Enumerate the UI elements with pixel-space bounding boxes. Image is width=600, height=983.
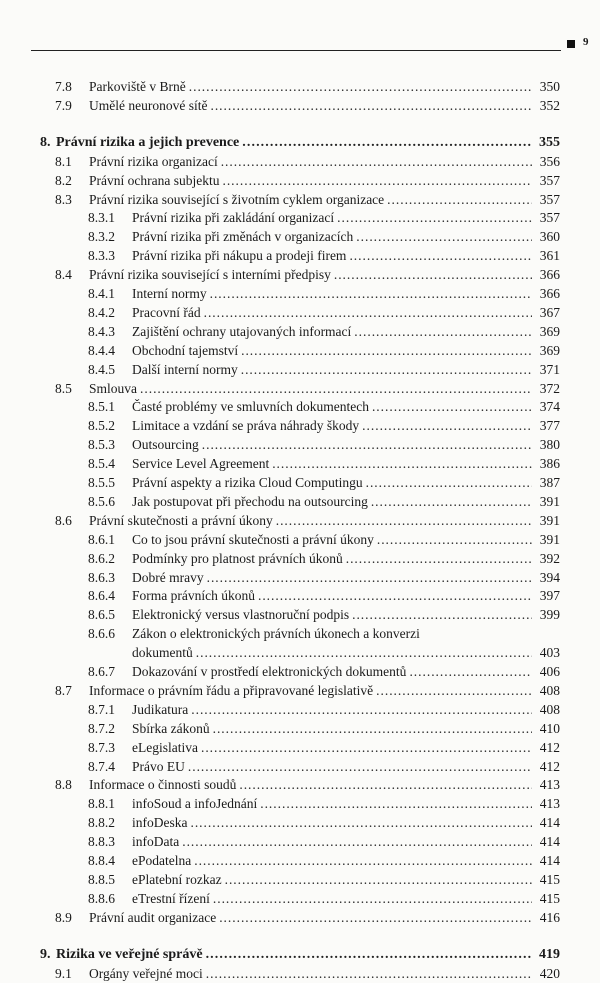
page-number: 9 [583, 36, 589, 48]
toc-entry-number: 7.9 [55, 97, 72, 113]
toc-entry-title-line [132, 870, 536, 889]
toc-entry-number: 8.8 [55, 777, 72, 793]
toc-entry-number: 8.6.4 [88, 588, 115, 604]
toc-entry-title: Zákon o elektronických právních úkonech a konverzi [132, 626, 420, 642]
toc-entry-title-line [132, 568, 536, 587]
toc-entry-row [0, 700, 600, 719]
toc-entry-row [0, 568, 600, 587]
toc-entry-title-line [89, 775, 536, 794]
toc-entry-title: Dokazování v prostředí elektronických dokumentů [132, 664, 407, 679]
toc-entry-number: 8.6.3 [88, 569, 115, 585]
toc-entry-row [0, 549, 600, 568]
toc-entry-title-line [89, 190, 536, 209]
toc-entry-title: Jak postupovat při přechodu na outsourcing [132, 493, 368, 509]
toc-entry-row [0, 435, 600, 454]
toc-entry-page: 355 [539, 134, 560, 150]
toc-entry-title: Právní rizika související s životním cyklem organizace [89, 191, 385, 207]
dot-leader [354, 322, 532, 341]
toc-entry-number: 9. [40, 946, 51, 962]
toc-entry-page: 394 [539, 569, 560, 585]
dot-leader [219, 908, 532, 927]
toc-entry-page: 413 [539, 796, 560, 812]
toc-entry-page: 386 [539, 456, 560, 472]
dot-leader [194, 851, 532, 870]
toc-entry-page: 367 [539, 304, 560, 320]
toc-entry-number: 8.5.2 [88, 418, 115, 434]
toc-entry-row [0, 152, 600, 171]
dot-leader [362, 416, 532, 435]
dot-leader [260, 794, 532, 813]
toc-entry-number: 8.6.7 [88, 664, 115, 679]
toc-entry-number: 8.6.1 [88, 531, 115, 547]
toc-entry-number: 8.4.2 [88, 304, 115, 320]
toc-entry-title: Právní audit organizace [89, 909, 217, 925]
toc-entry-number: 8.4.4 [88, 342, 115, 358]
dot-leader [337, 208, 532, 227]
toc-entry-row [0, 246, 600, 265]
toc-entry-title-line [89, 171, 536, 190]
toc-entry-row [0, 530, 600, 549]
toc-entry-title: Zajištění ochrany utajovaných informací [132, 323, 352, 339]
toc-entry-title-line [89, 681, 536, 700]
dot-leader [241, 360, 532, 379]
toc-entry-title-line [132, 719, 536, 738]
toc-entry-title: Co to jsou právní skutečnosti a právní úkony [132, 531, 374, 547]
dot-leader [241, 341, 532, 360]
dot-leader [242, 133, 532, 152]
toc-entry-title-line [89, 77, 536, 96]
toc-entry-row [0, 719, 600, 738]
dot-leader [210, 96, 532, 115]
toc-entry-page: 369 [539, 323, 560, 339]
toc-entry-number: 8.4.3 [88, 323, 115, 339]
toc-entry-title-line [89, 511, 536, 530]
toc-entry-title: Orgány veřejné moci [89, 965, 203, 981]
dot-leader [140, 379, 532, 398]
toc-entry-page: 391 [539, 531, 560, 547]
toc-entry-title: Další interní normy [132, 361, 238, 377]
toc-entry-row [0, 208, 600, 227]
dot-leader [206, 945, 532, 964]
toc-entry-title: infoSoud a infoJednání [132, 796, 258, 812]
dot-leader [204, 303, 532, 322]
dot-leader [207, 568, 532, 587]
toc-entry-page: 413 [539, 777, 560, 793]
toc-entry-title: infoData [132, 834, 180, 850]
toc-entry-page: 391 [539, 493, 560, 509]
toc-entry-title-line [132, 643, 536, 662]
toc-entry-title: Umělé neuronové sítě [89, 97, 208, 113]
dot-leader [202, 435, 532, 454]
toc-entry-page: 366 [539, 267, 560, 283]
toc-entry-number: 8.5.3 [88, 437, 115, 453]
toc-entry-title-line [132, 889, 536, 908]
toc-entry-row [0, 284, 600, 303]
toc-entry-title-line [132, 397, 536, 416]
toc-entry-row [0, 171, 600, 190]
toc-entry-row [0, 775, 600, 794]
toc-entry-page: 412 [539, 758, 560, 774]
toc-entry-title-line [132, 700, 536, 719]
dot-leader [210, 284, 532, 303]
dot-leader [258, 586, 532, 605]
toc-entry-title: Pracovní řád [132, 304, 201, 320]
toc-entry-title: Časté problémy ve smluvních dokumentech [132, 399, 369, 415]
toc-entry-title-line [132, 416, 536, 435]
toc-entry-page: 377 [539, 418, 560, 434]
toc-entry-page: 391 [539, 512, 560, 528]
toc-entry-page: 420 [539, 965, 560, 981]
toc-entry-row [0, 322, 600, 341]
toc-entry-title: Judikatura [132, 701, 189, 717]
toc-entry-page: 371 [539, 361, 560, 377]
toc-entry-page: 360 [539, 229, 560, 245]
toc-entry-title-line [89, 265, 536, 284]
toc-entry-number: 8.8.2 [88, 815, 115, 831]
toc-entry-number: 8.7 [55, 682, 72, 698]
toc-entry-title: Právní rizika související s interními předpisy [89, 267, 331, 283]
toc-entry-title: Sbírka zákonů [132, 720, 210, 736]
toc-entry-title-line [132, 757, 536, 776]
toc-entry-number: 8.5.4 [88, 456, 115, 472]
toc-entry-number: 8.9 [55, 909, 72, 925]
toc-entry-title-line [132, 662, 536, 681]
toc-entry-title-line [89, 152, 536, 171]
toc-entry-row [0, 190, 600, 209]
toc-entry-number: 8. [40, 134, 51, 150]
toc-entry-title-line [132, 605, 536, 624]
toc-entry-row [0, 454, 600, 473]
toc-entry-row [0, 341, 600, 360]
toc-entry-title: Dobré mravy [132, 569, 204, 585]
toc-entry-row [0, 379, 600, 398]
toc-entry-number: 8.6.2 [88, 550, 115, 566]
toc-entry-title-line [132, 549, 536, 568]
dot-leader [276, 511, 532, 530]
toc-entry-number: 8.8.5 [88, 871, 115, 887]
toc-entry-row [0, 624, 600, 643]
toc-entry-row [0, 473, 600, 492]
toc-entry-title-line [132, 492, 536, 511]
toc-entry-title: Elektronický versus vlastnoruční podpis [132, 607, 350, 623]
dot-leader [239, 775, 532, 794]
toc-entry-title: Informace o činnosti soudů [89, 777, 237, 793]
toc-entry-title-line [132, 208, 536, 227]
toc-entry-page: 414 [539, 834, 560, 850]
toc-entry-number: 8.5.1 [88, 399, 115, 415]
toc-entry-row [0, 757, 600, 776]
toc-entry-page: 356 [539, 153, 560, 169]
toc-entry-title-line [132, 227, 536, 246]
dot-leader [213, 719, 532, 738]
toc-entry-title-line [132, 586, 536, 605]
toc-entry-title: Právo EU [132, 758, 185, 774]
toc-entry-title-line [89, 908, 536, 927]
toc-entry-number: 8.8.4 [88, 853, 115, 868]
toc-entry-number: 8.5.5 [88, 475, 115, 490]
toc-entry-title-line [132, 284, 536, 303]
toc-entry-title-line [132, 341, 536, 360]
toc-entry-page: 372 [539, 380, 560, 396]
dot-leader [349, 246, 532, 265]
toc-entry-number: 8.7.1 [88, 701, 115, 717]
toc-entry-title-line [89, 964, 536, 983]
toc-entry-number: 7.8 [55, 79, 72, 94]
toc-entry-title-line [132, 794, 536, 813]
toc-entry-row [0, 832, 600, 851]
toc-entry-number: 8.1 [55, 153, 72, 169]
toc-entry-page: 369 [539, 342, 560, 358]
toc-entry-row [0, 265, 600, 284]
toc-entry-title: Právní ochrana subjektu [89, 172, 220, 188]
toc-entry-row [0, 643, 600, 662]
toc-entry-row [0, 851, 600, 870]
toc-entry-title: eLegislativa [132, 739, 198, 755]
toc-entry-page: 419 [539, 946, 560, 962]
dot-leader [356, 227, 532, 246]
toc-entry-number: 8.7.2 [88, 720, 115, 736]
toc-entry-number: 8.3.2 [88, 229, 115, 245]
toc-entry-title: Parkoviště v Brně [89, 79, 186, 94]
dot-leader [189, 77, 532, 96]
dot-leader [352, 605, 532, 624]
toc-entry-title: Právní rizika při zakládání organizací [132, 210, 335, 226]
dot-leader [409, 662, 532, 681]
toc-entry-page: 403 [539, 645, 560, 661]
dot-leader [387, 190, 532, 209]
toc-entry-number: 8.6.5 [88, 607, 115, 623]
toc-entry-page: 397 [539, 588, 560, 604]
toc-entry-number: 8.7.4 [88, 758, 115, 774]
toc-entry-row [0, 794, 600, 813]
dot-leader [182, 832, 532, 851]
toc-entry-title-line [132, 303, 536, 322]
toc-entry-row [0, 360, 600, 379]
toc-entry-number: 8.4 [55, 267, 72, 283]
toc-entry-number: 8.8.3 [88, 834, 115, 850]
toc-entry-row [0, 738, 600, 757]
toc-entry-page: 412 [539, 739, 560, 755]
toc-entry-title: Právní skutečnosti a právní úkony [89, 512, 273, 528]
dot-leader [272, 454, 532, 473]
toc-entry-row [0, 397, 600, 416]
toc-entry-row [0, 492, 600, 511]
toc-entry-page: 361 [539, 248, 560, 264]
toc-entry-page: 387 [539, 475, 560, 490]
toc-entry-row [0, 870, 600, 889]
toc-chapter-row [0, 945, 600, 964]
toc-entry-page: 415 [539, 890, 560, 906]
toc-entry-title-line [132, 624, 536, 643]
toc-entry-title: Smlouva [89, 380, 138, 396]
dot-leader [377, 530, 532, 549]
toc-entry-page: 410 [539, 720, 560, 736]
toc-entry-number: 9.1 [55, 965, 72, 981]
toc-entry-title-line [132, 360, 536, 379]
toc-entry-title-line [89, 379, 536, 398]
toc-entry-title: Outsourcing [132, 437, 199, 453]
dot-leader [188, 757, 532, 776]
dot-leader [376, 681, 532, 700]
dot-leader [366, 473, 532, 492]
toc-entry-page: 416 [539, 909, 560, 925]
toc-entry-row [0, 96, 600, 115]
toc-entry-number: 8.4.1 [88, 286, 115, 301]
toc-entry-number: 8.7.3 [88, 739, 115, 755]
toc-entry-number: 8.3 [55, 191, 72, 207]
toc-entry-row [0, 416, 600, 435]
toc-entry-number: 8.3.1 [88, 210, 115, 226]
toc-entry-page: 352 [539, 97, 560, 113]
toc-entry-page: 408 [539, 682, 560, 698]
toc-entry-number: 8.6.6 [88, 626, 115, 642]
toc-entry-title: ePodatelna [132, 853, 192, 868]
toc-entry-page: 366 [539, 286, 560, 301]
toc-entry-title-line [132, 832, 536, 851]
dot-leader [191, 700, 532, 719]
toc-entry-title-line [132, 473, 536, 492]
toc-entry-title-line [132, 454, 536, 473]
dot-leader [196, 643, 532, 662]
dot-leader [372, 397, 532, 416]
toc-entry-number: 8.3.3 [88, 248, 115, 264]
toc-entry-title: Právní rizika při nákupu a prodeji firem [132, 248, 347, 264]
dot-leader [221, 152, 532, 171]
toc-entry-row [0, 889, 600, 908]
toc-entry-title: Limitace a vzdání se práva náhrady škody [132, 418, 360, 434]
toc-entry-page: 408 [539, 701, 560, 717]
dot-leader [225, 870, 532, 889]
toc-entry-row [0, 813, 600, 832]
toc-entry-title: Forma právních úkonů [132, 588, 255, 604]
toc-entry-title-line [132, 738, 536, 757]
toc-entry-row [0, 908, 600, 927]
toc-entry-title: dokumentů [132, 645, 193, 661]
toc-entry-row [0, 303, 600, 322]
toc-entry-title: Právní rizika a jejich prevence [56, 134, 240, 150]
toc-entry-page: 414 [539, 853, 560, 868]
toc-entry-row [0, 77, 600, 96]
toc-entry-row [0, 605, 600, 624]
toc-entry-title: Právní rizika organizací [89, 153, 218, 169]
toc-entry-row [0, 586, 600, 605]
toc-entry-row [0, 964, 600, 983]
toc-entry-title-line [132, 322, 536, 341]
toc-entry-title-line [132, 530, 536, 549]
toc-entry-title: Obchodní tajemství [132, 342, 239, 358]
toc-entry-row [0, 227, 600, 246]
toc-entry-title: Informace o právním řádu a připravované legislativě [89, 682, 374, 698]
dot-leader [346, 549, 532, 568]
toc-entry-title: Interní normy [132, 286, 207, 301]
toc-entry-title: eTrestní řízení [132, 890, 210, 906]
toc-entry-title: Rizika ve veřejné správě [56, 946, 203, 962]
toc-entry-title: Podmínky pro platnost právních úkonů [132, 550, 343, 566]
toc-entry-page: 357 [539, 191, 560, 207]
toc-entry-page: 357 [539, 210, 560, 226]
toc-entry-page: 357 [539, 172, 560, 188]
toc-entry-title: Právní rizika při změnách v organizacích [132, 229, 354, 245]
toc-entry-title: infoDeska [132, 815, 188, 831]
toc-entry-page: 415 [539, 871, 560, 887]
toc-entry-number: 8.8.1 [88, 796, 115, 812]
toc-entry-number: 8.6 [55, 512, 72, 528]
toc-entry-number: 8.4.5 [88, 361, 115, 377]
toc-entry-row [0, 511, 600, 530]
toc-entry-number: 8.8.6 [88, 890, 115, 906]
dot-leader [190, 813, 532, 832]
toc-entry-title-line [132, 435, 536, 454]
dot-leader [201, 738, 532, 757]
toc-chapter-row [0, 133, 600, 152]
toc-entry-number: 8.5.6 [88, 493, 115, 509]
dot-leader [213, 889, 532, 908]
toc-entry-row [0, 681, 600, 700]
dot-leader [371, 492, 532, 511]
toc-entry-number: 8.5 [55, 380, 72, 396]
toc-entry-title-line [132, 851, 536, 870]
toc-entry-page: 374 [539, 399, 560, 415]
toc-entry-title-line [89, 96, 536, 115]
toc-entry-title-line [56, 945, 536, 964]
toc-entry-page: 414 [539, 815, 560, 831]
toc-entry-title: ePlatební rozkaz [132, 871, 222, 887]
toc-entry-page: 350 [539, 79, 560, 94]
dot-leader [222, 171, 532, 190]
toc-entry-page: 380 [539, 437, 560, 453]
toc-entry-title-line [132, 246, 536, 265]
toc-entry-title: Právní aspekty a rizika Cloud Computingu [132, 475, 363, 490]
toc-entry-number: 8.2 [55, 172, 72, 188]
toc-entry-page: 406 [539, 664, 560, 679]
toc-entry-page: 392 [539, 550, 560, 566]
toc-entry-title-line [132, 813, 536, 832]
toc-entry-title-line [56, 133, 536, 152]
toc-entry-page: 399 [539, 607, 560, 623]
toc-entry-title: Service Level Agreement [132, 456, 270, 472]
toc-entry-row [0, 662, 600, 681]
dot-leader [206, 964, 532, 983]
dot-leader [334, 265, 532, 284]
